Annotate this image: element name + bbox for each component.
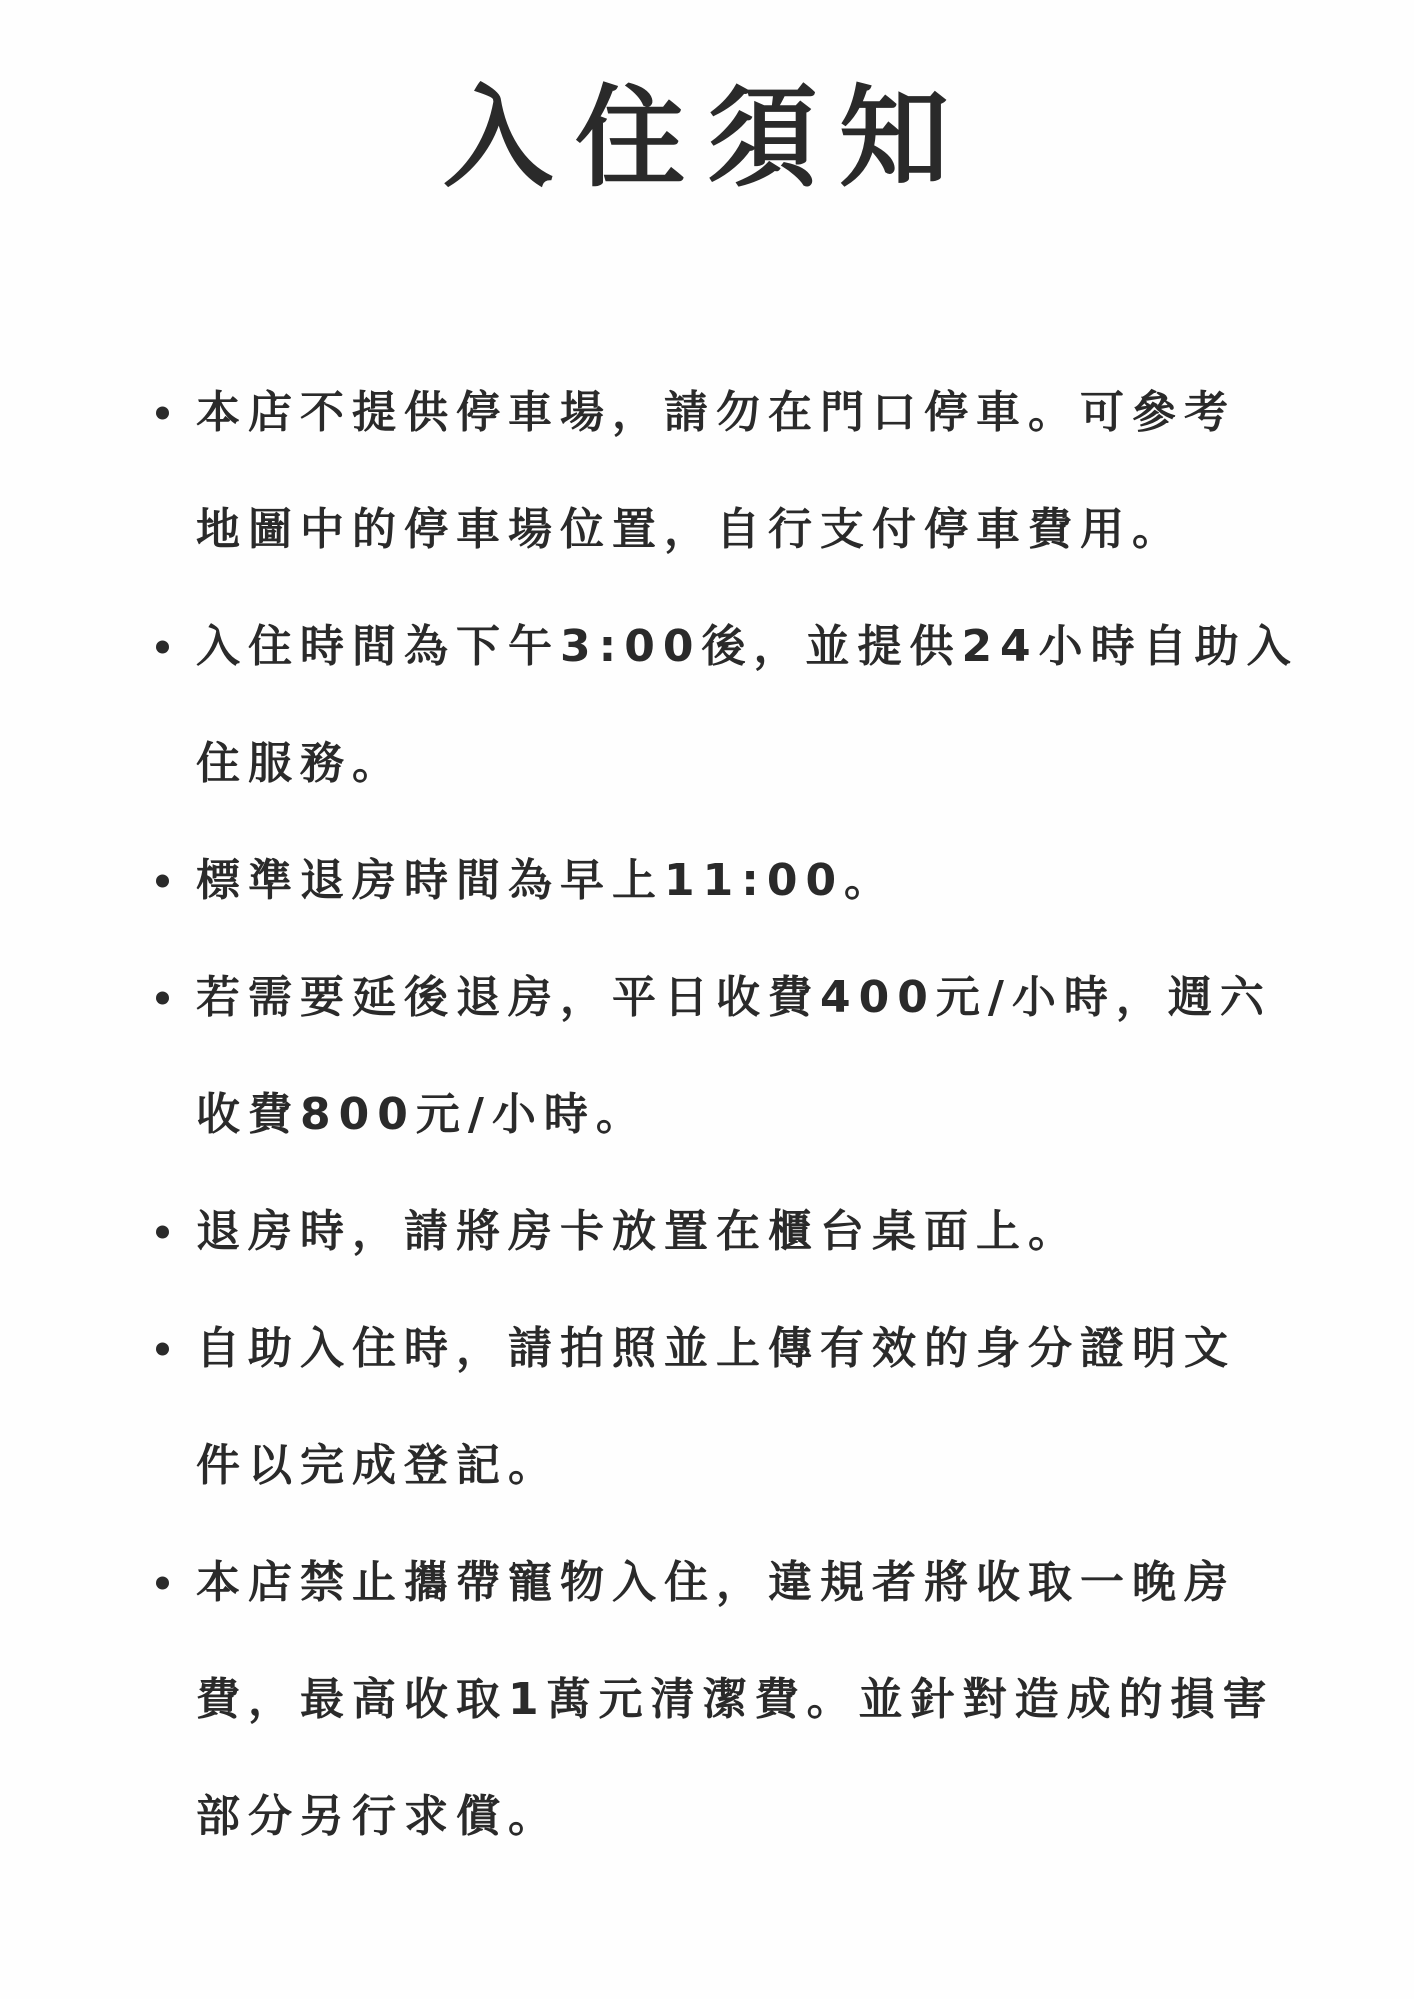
notice-line (196, 705, 1274, 822)
notice-line (196, 1056, 1274, 1173)
bullet-dot-icon (156, 406, 169, 419)
notice-line-text: 住服務。 (196, 738, 404, 789)
notice-item (196, 354, 1274, 588)
bullet-dot-icon (156, 1342, 169, 1355)
bullet-dot-icon (156, 874, 169, 887)
notice-line-text: 地圖中的停車場位置，自行支付停車費用。 (196, 504, 1184, 555)
notice-line-text: 若需要延後退房，平日收費400元/小時，週六 (196, 972, 1272, 1023)
notice-line (196, 939, 1274, 1056)
notice-line-text: 自助入住時，請拍照並上傳有效的身分證明文 (196, 1323, 1236, 1374)
notice-line-text: 本店禁止攜帶寵物入住，違規者將收取一晚房 (196, 1557, 1236, 1608)
notice-item (196, 1173, 1274, 1290)
notice-list (0, 354, 1414, 1875)
notice-line (196, 1758, 1274, 1875)
notice-line-text: 退房時，請將房卡放置在櫃台桌面上。 (196, 1206, 1080, 1257)
notice-line-text: 部分另行求償。 (196, 1791, 560, 1842)
notice-line-text: 收費800元/小時。 (196, 1089, 648, 1140)
notice-item (196, 1290, 1274, 1524)
bullet-dot-icon (156, 1225, 169, 1238)
notice-line-text: 費，最高收取1萬元清潔費。並針對造成的損害 (196, 1674, 1275, 1725)
notice-line-text: 入住時間為下午3:00後，並提供24小時自助入 (196, 621, 1299, 672)
page-title: 入住須知 (443, 74, 971, 202)
notice-line-text: 標準退房時間為早上11:00。 (196, 855, 897, 906)
notice-item (196, 588, 1299, 822)
notice-line (196, 588, 1299, 705)
notice-line (196, 1641, 1274, 1758)
notice-line (196, 471, 1274, 588)
bullet-dot-icon (156, 640, 169, 653)
notice-item (196, 939, 1274, 1173)
notice-line (196, 1290, 1274, 1407)
notice-item (196, 1524, 1274, 1875)
bullet-dot-icon (156, 991, 169, 1004)
notice-item (196, 822, 1274, 939)
notice-line-text: 本店不提供停車場，請勿在門口停車。可參考 (196, 387, 1236, 438)
notice-line (196, 822, 1274, 939)
notice-line (196, 1173, 1274, 1290)
notice-line (196, 1407, 1274, 1524)
notice-line (196, 354, 1274, 471)
notice-line (196, 1524, 1274, 1641)
bullet-dot-icon (156, 1576, 169, 1589)
notice-line-text: 件以完成登記。 (196, 1440, 560, 1491)
